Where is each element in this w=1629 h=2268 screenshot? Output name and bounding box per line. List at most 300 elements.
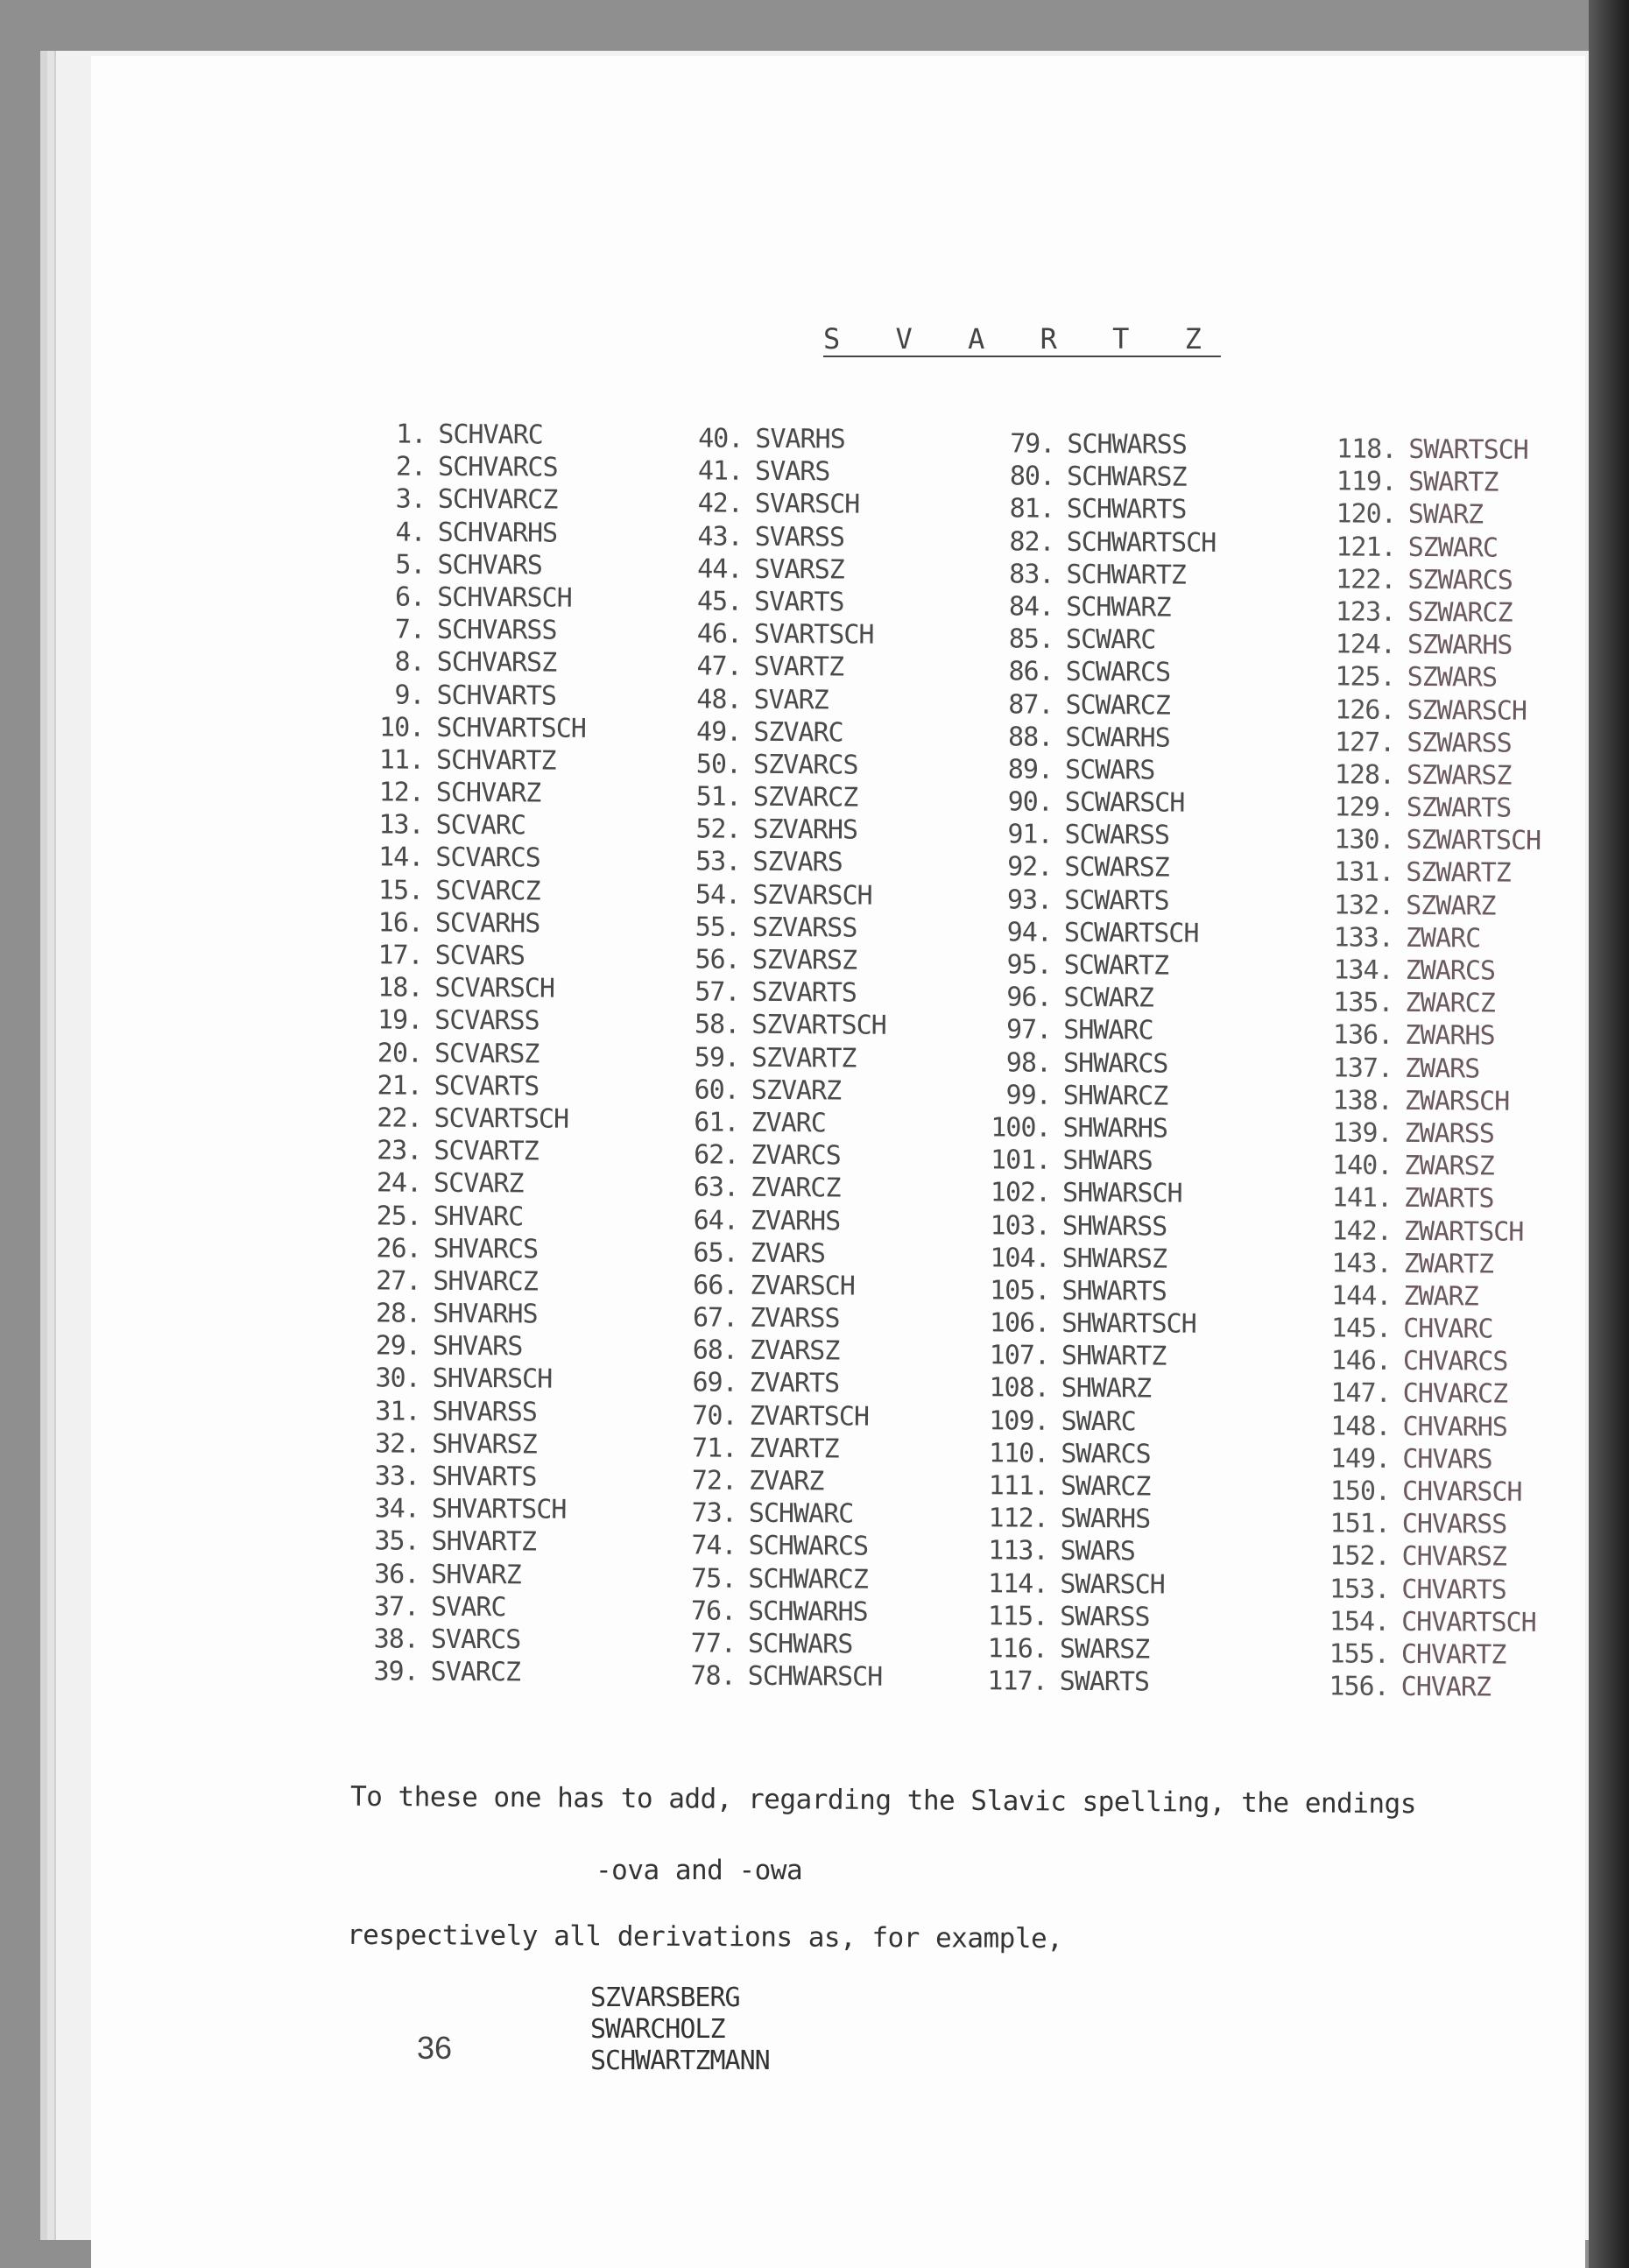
name-list-item [670,1236,885,1271]
name-list-item [968,623,1216,657]
item-number: 150. [1329,1476,1391,1507]
name-list-item [674,422,890,456]
item-name: SWARTSCH [1408,433,1528,466]
name-list-item [355,874,585,908]
name-column-3 [962,427,1216,1699]
item-name: SCHWARSS [1067,428,1187,461]
item-number: 78. [690,1660,736,1692]
name-list-item [1300,465,1543,499]
item-number: 47. [696,651,742,683]
item-number: 23. [377,1135,422,1166]
item-name: SHVARSCH [432,1363,553,1396]
item-name: CHVARCS [1402,1346,1508,1377]
item-name: SCHVARCZ [437,484,558,516]
item-name: SCVARS [434,940,525,972]
name-list-item [968,590,1216,624]
item-name: SZWARSZ [1406,759,1512,792]
name-list-item [672,911,887,945]
item-number: 15. [377,874,424,906]
item-number: 83. [1009,559,1054,590]
item-name: ZWARS [1404,1053,1480,1084]
item-name: SCHWARZ [1066,591,1171,623]
item-number: 144. [1331,1280,1392,1312]
name-list-item [1296,1084,1540,1118]
item-number: 129. [1334,792,1394,823]
item-name: SZVARSCH [752,879,872,912]
item-number: 126. [1335,694,1395,726]
item-number: 40. [698,423,744,454]
item-number: 37. [373,1591,420,1623]
name-list-item [969,525,1216,560]
item-number: 95. [1006,949,1052,981]
item-name: ZVARZ [748,1465,824,1497]
name-list-item [1293,1605,1536,1639]
item-number: 92. [1007,851,1053,884]
name-list-item [962,1665,1209,1699]
item-name: SZWARTS [1406,792,1512,824]
item-name: SCWARZ [1063,983,1153,1014]
item-name: SWARSS [1060,1601,1150,1633]
name-list-item [355,939,585,973]
item-name: SVARCS [430,1624,521,1656]
name-list-item [968,558,1216,592]
name-list-item [352,1363,582,1397]
item-name: SVARSS [754,521,845,553]
name-list-item [673,585,889,619]
item-name: SZWARTSCH [1406,825,1541,857]
item-name: ZVARCS [751,1139,841,1172]
name-list-item [1298,758,1541,792]
item-number: 100. [991,1112,1051,1144]
name-list-item [962,1600,1209,1634]
item-number: 130. [1334,824,1394,856]
item-number: 108. [989,1372,1049,1405]
name-list-item [350,1590,581,1624]
document-page [91,56,1585,2268]
item-name: SWARSZ [1059,1633,1150,1666]
name-list-item [1296,1019,1540,1053]
name-list-item [967,753,1215,787]
name-list-item [353,1167,583,1201]
name-list-item [1295,1149,1539,1183]
item-number: 14. [378,842,424,874]
name-list-item [674,454,890,489]
name-list-item [673,651,889,685]
item-name: CHVARSS [1401,1509,1507,1540]
item-name: SCHWARS [747,1628,853,1660]
item-number: 137. [1332,1052,1393,1084]
item-number: 105. [990,1275,1050,1307]
name-list-item [964,1176,1212,1210]
item-name: ZWARHS [1405,1020,1495,1052]
item-number: 113. [988,1535,1048,1567]
name-list-item [969,427,1216,461]
name-list-item [969,493,1216,527]
name-list-item [966,851,1214,885]
item-number: 6. [394,581,426,613]
name-list-item [352,1329,582,1363]
name-list-item [351,1427,582,1462]
item-name: SHVARTZ [431,1526,537,1558]
item-name: SVARCZ [430,1656,521,1688]
name-list-item [963,1437,1210,1471]
item-number: 128. [1334,759,1395,791]
item-name: SCVARTSCH [434,1102,569,1135]
item-name: SVARZ [753,684,829,715]
item-number: 154. [1329,1606,1390,1638]
name-list-item [967,688,1215,722]
item-name: SZWARSS [1407,727,1512,759]
item-name: ZVARHS [750,1205,841,1236]
item-name: SWARC [1061,1405,1136,1437]
item-number: 31. [375,1395,420,1427]
item-number: 39. [373,1656,419,1687]
name-list-item [673,553,889,587]
name-list-item [1297,856,1541,891]
item-name: SCHVARTS [436,680,557,712]
item-name: SHWARTZ [1061,1341,1167,1372]
item-number: 96. [1006,982,1052,1013]
name-list-item [357,516,588,550]
item-number: 33. [374,1461,420,1492]
item-number: 49. [695,716,742,748]
item-name: SCWARTS [1064,884,1169,917]
item-name: SCWARTZ [1063,949,1169,982]
item-name: SZWARSCH [1407,694,1527,727]
item-name: SCWARCS [1065,657,1171,688]
item-name: SVARTS [754,586,844,618]
name-list-item [673,780,888,814]
item-number: 58. [694,1009,740,1041]
item-name: SCVARTS [434,1070,539,1102]
item-number: 42. [697,488,743,520]
item-number: 97. [1005,1014,1052,1046]
name-list-item [967,785,1215,820]
name-list-item [673,748,888,782]
paragraph-endings-list: -ova and -owa [596,1855,803,1886]
item-name: SWARSCH [1060,1568,1165,1601]
item-name: CHVARS [1402,1443,1492,1476]
item-name: ZWARZ [1403,1280,1478,1313]
name-list-item [672,878,887,912]
item-number: 145. [1330,1313,1392,1344]
item-name: SCHVARHS [437,517,558,549]
name-list-item [963,1469,1210,1504]
item-number: 99. [1005,1080,1051,1111]
name-list-item [667,1562,883,1596]
item-number: 134. [1333,954,1393,986]
item-number: 81. [1009,493,1054,525]
item-name: ZVARSZ [749,1335,840,1367]
name-list-item [671,1074,886,1108]
name-list-item [356,581,587,615]
example-item: SCHWARTZMANN [590,2046,770,2076]
item-number: 10. [378,712,425,743]
item-number: 64. [693,1204,738,1236]
item-number: 43. [697,520,743,553]
item-name: SZWARTZ [1406,857,1511,890]
item-number: 69. [692,1367,737,1399]
item-number: 148. [1330,1411,1391,1442]
name-list-item [353,1134,583,1168]
item-name: SCHVARSS [436,614,557,646]
item-name: SZWARCZ [1407,596,1513,629]
item-name: SCHWARHS [748,1595,868,1628]
item-number: 8. [394,646,425,678]
name-list-item [1295,1215,1539,1249]
name-list-item [350,1623,581,1657]
item-name: SZVARC [753,716,843,749]
name-list-item [1294,1410,1537,1444]
name-list-item [350,1558,581,1592]
item-number: 79. [1010,428,1055,460]
name-list-item [965,1046,1213,1081]
item-name: SCVARSCH [434,972,555,1004]
item-name: ZVARTSCH [749,1400,870,1433]
name-list-item [670,1172,885,1206]
name-list-item [1299,595,1542,630]
name-list-item [964,1144,1212,1178]
item-name: SCWARCZ [1065,689,1171,722]
name-list-item [667,1659,883,1694]
item-name: SHWARZ [1061,1373,1152,1405]
item-number: 131. [1334,856,1394,889]
item-number: 72. [691,1465,737,1497]
name-list-item [350,1655,581,1689]
item-name: SCVARCZ [435,875,540,907]
item-name: SHVARTSCH [431,1493,567,1525]
item-number: 102. [990,1177,1051,1209]
item-number: 116. [987,1633,1048,1665]
name-list-item [1294,1507,1537,1541]
item-name: SCVARHS [434,907,540,940]
item-name: SCHVARCS [437,451,558,483]
item-name: SCHVARTZ [435,744,556,777]
name-list-item [674,520,890,554]
item-number: 32. [374,1428,420,1460]
name-list-item [965,1014,1213,1048]
item-name: ZWARCZ [1405,988,1495,1019]
name-list-item [962,1567,1209,1602]
name-list-item [668,1497,884,1531]
item-number: 52. [695,814,741,845]
item-name: SVARTZ [753,652,844,683]
name-list-item [351,1395,582,1429]
item-number: 60. [694,1074,739,1106]
item-name: SCHWARTS [1066,494,1187,526]
item-number: 29. [375,1330,421,1362]
item-number: 132. [1333,890,1394,921]
item-name: SHWARTSCH [1061,1307,1196,1340]
name-list-item [673,683,888,717]
name-list-item [352,1297,582,1331]
item-name: SCHVARSZ [436,647,557,679]
item-number: 48. [696,683,742,715]
name-list-item [669,1301,885,1335]
name-list-item [352,1264,582,1299]
item-name: SVARSCH [754,489,860,520]
item-number: 44. [697,553,743,585]
item-name: SHVARTS [431,1461,537,1493]
item-number: 121. [1336,531,1396,563]
item-number: 101. [990,1145,1051,1176]
name-list-item [356,776,586,810]
item-name: SCHVARSCH [437,581,572,614]
name-list-item [671,1041,886,1075]
name-list-item [355,842,585,876]
item-number: 135. [1333,987,1393,1019]
item-name: SCHWARCZ [748,1563,868,1595]
name-list-item [963,1307,1211,1341]
item-number: 103. [990,1209,1050,1242]
item-number: 125. [1335,661,1395,694]
item-name: ZVARSS [750,1302,840,1335]
item-number: 13. [378,809,424,841]
item-number: 16. [377,907,424,939]
item-name: SWARCS [1061,1438,1151,1470]
name-list-item [356,743,586,778]
name-list-item [963,1502,1210,1536]
item-number: 124. [1335,629,1396,660]
item-number: 1. [396,419,427,450]
item-name: SWARCZ [1060,1470,1151,1503]
item-number: 152. [1329,1540,1390,1573]
item-name: SCHWARC [748,1497,854,1530]
item-number: 18. [377,972,423,1004]
item-name: SCVARZ [433,1168,524,1200]
item-name: SCWARS [1064,754,1155,786]
item-name: SZVARTZ [751,1042,857,1074]
item-number: 127. [1334,727,1395,758]
paragraph-slavic-endings: To these one has to add, regarding the Slavic spelling, the endings [349,1780,1417,1821]
name-list-item [670,1204,885,1238]
item-name: SHVARZ [431,1559,521,1590]
item-name: SHWARSZ [1061,1243,1167,1275]
item-name: CHVARCZ [1402,1378,1508,1411]
item-name: SCWARSCH [1064,786,1185,819]
item-name: ZWARSZ [1404,1151,1494,1182]
item-name: SHWARSS [1061,1210,1167,1243]
name-list-item [671,1009,886,1043]
item-number: 114. [988,1567,1048,1600]
item-name: SZWARCS [1407,564,1513,596]
item-number: 28. [375,1298,421,1329]
item-name: SZVARSZ [751,944,857,976]
item-name: SCHVARTSCH [436,712,587,744]
item-name: SHVARC [433,1201,524,1232]
name-list-item [1299,660,1542,694]
item-name: ZVARTS [749,1368,840,1399]
item-name: ZWARSS [1404,1117,1495,1150]
name-list-item [356,679,586,713]
name-list-item [672,943,887,977]
name-list-item [1296,1052,1540,1086]
item-name: SHWARSCH [1061,1178,1182,1209]
item-name: SZVARSS [751,912,857,944]
item-number: 98. [1005,1046,1052,1079]
name-list-item [963,1372,1211,1406]
item-number: 46. [696,618,743,650]
item-name: ZWARC [1405,922,1481,954]
name-list-item [669,1334,885,1368]
item-name: SCWARSS [1064,820,1170,851]
item-name: SZWARC [1407,532,1499,564]
item-name: SCWARC [1065,623,1156,656]
item-name: SVARC [431,1591,506,1624]
item-number: 36. [374,1558,420,1590]
name-list-item [354,971,584,1005]
name-list-item [1294,1344,1538,1378]
name-list-item [672,814,887,848]
item-name: ZWARCS [1405,954,1496,987]
item-number: 143. [1331,1248,1392,1279]
name-list-item [1300,433,1543,467]
name-list-item [674,488,890,522]
item-name: SHVARCZ [433,1265,538,1298]
item-number: 34. [374,1493,420,1525]
name-list-item [1297,823,1541,857]
name-column-1 [350,418,588,1689]
item-number: 147. [1330,1377,1391,1410]
example-derivations [590,1983,770,2077]
item-number: 82. [1009,525,1054,558]
item-number: 136. [1332,1019,1393,1052]
item-name: SWARHS [1060,1503,1151,1535]
name-list-item [673,617,889,652]
name-list-item [1298,694,1541,728]
item-name: SHWARHS [1062,1112,1168,1145]
name-list-item [354,1069,584,1103]
item-name: SZVARZ [751,1074,842,1107]
item-name: ZVARCZ [750,1173,841,1204]
item-number: 24. [376,1167,422,1199]
item-number: 117. [987,1666,1047,1697]
item-number: 67. [692,1302,738,1334]
item-name: SCWARHS [1065,722,1170,754]
item-number: 11. [378,744,425,776]
item-number: 91. [1007,819,1053,850]
name-list-item [963,1274,1211,1308]
name-list-item [967,721,1215,755]
item-number: 77. [690,1628,737,1659]
item-number: 22. [377,1102,422,1134]
name-list-item [357,418,588,452]
item-number: 76. [690,1595,737,1627]
item-number: 138. [1332,1085,1393,1116]
name-list-item [965,1079,1213,1113]
item-number: 63. [693,1172,739,1204]
item-name: SCVARTZ [434,1135,539,1167]
name-list-item [966,916,1214,950]
name-list-item [965,981,1213,1015]
item-number: 3. [395,483,426,516]
item-name: SZVARCS [752,749,858,781]
item-number: 62. [694,1139,739,1171]
name-list-item [1299,563,1542,597]
item-name: SCHWARCS [748,1531,869,1563]
item-number: 21. [377,1070,422,1102]
item-number: 139. [1332,1117,1393,1149]
item-name: SHVARS [432,1331,523,1363]
name-list-item [671,976,886,1010]
name-list-item [963,1339,1211,1373]
item-number: 27. [376,1265,421,1297]
item-name: SWARZ [1407,499,1484,531]
item-name: SZVARTS [751,977,857,1009]
name-list-item [964,1111,1212,1145]
name-list-item [962,1632,1209,1666]
item-number: 55. [695,912,741,943]
